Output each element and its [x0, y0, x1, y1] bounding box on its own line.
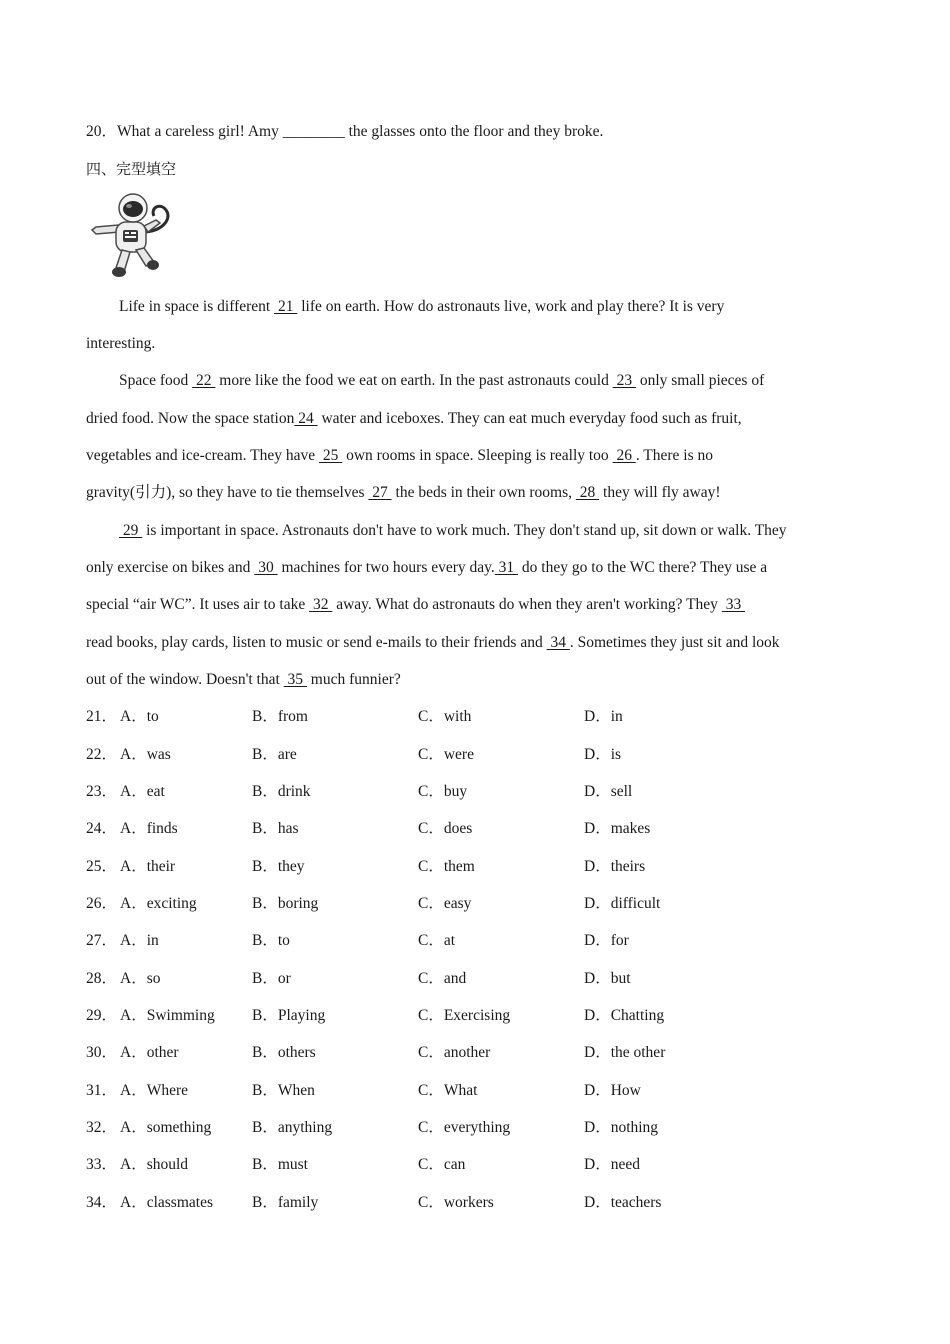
section-title: 四、完型填空 [86, 160, 177, 178]
blank-30: 30 [254, 559, 278, 576]
passage-text: gravity(引力), so they have to tie themselves [86, 484, 369, 501]
passage-text: read books, play cards, listen to music or send e-mails to their friends and [86, 634, 547, 651]
astronaut-icon [86, 192, 178, 284]
option-b: B．Playing [252, 1007, 326, 1024]
option-number: 24． [86, 820, 118, 837]
option-a: A．in [120, 932, 159, 949]
option-a: A．Swimming [120, 1007, 215, 1024]
option-number: 32． [86, 1119, 118, 1136]
option-number: 23． [86, 783, 118, 800]
option-c: C．What [418, 1082, 478, 1099]
passage-text: do they go to the WC there? They use a [518, 559, 768, 576]
option-row [86, 931, 866, 951]
option-b: B．When [252, 1082, 315, 1099]
option-d: D．difficult [584, 895, 661, 912]
option-row [86, 745, 866, 765]
option-a: A．finds [120, 820, 178, 837]
option-c: C．everything [418, 1119, 511, 1136]
option-d: D．How [584, 1082, 641, 1099]
option-row [86, 1081, 866, 1101]
option-a: A．something [120, 1119, 212, 1136]
passage-line [86, 595, 745, 615]
option-b: B．boring [252, 895, 319, 912]
option-number: 34． [86, 1194, 118, 1211]
option-d: D．nothing [584, 1119, 659, 1136]
passage-line [86, 633, 780, 653]
option-number: 28． [86, 970, 118, 987]
option-d: D．is [584, 746, 622, 763]
blank-27: 27 [368, 484, 392, 501]
option-c: C．at [418, 932, 456, 949]
option-c: C．buy [418, 783, 468, 800]
option-c: C．easy [418, 895, 472, 912]
question-text: What a careless girl! Amy [117, 123, 283, 140]
option-number: 30． [86, 1044, 118, 1061]
blank-25: 25 [318, 447, 343, 464]
option-a: A．should [120, 1156, 189, 1173]
option-a: A．to [120, 708, 159, 725]
passage-text: Space food [119, 372, 193, 389]
passage-text: life on earth. How do astronauts live, work and play there? It is very [297, 298, 725, 315]
passage-line [86, 446, 713, 466]
option-a: A．eat [120, 783, 165, 800]
option-number: 21． [86, 708, 118, 725]
option-d: D．makes [584, 820, 651, 837]
option-b: B．they [252, 858, 305, 875]
option-number: 27． [86, 932, 118, 949]
option-d: D．for [584, 932, 629, 949]
blank-28: 28 [575, 484, 600, 501]
passage-text: Life in space is different [119, 298, 275, 315]
option-c: C．Exercising [418, 1007, 511, 1024]
passage-text: more like the food we eat on earth. In the past astronauts could [215, 372, 613, 389]
option-b: B．others [252, 1044, 316, 1061]
option-c: C．another [418, 1044, 491, 1061]
blank-26: 26 [612, 447, 636, 464]
option-c: C．with [418, 708, 472, 725]
question-number: 20． [86, 123, 118, 140]
passage-text: machines for two hours every day. [277, 559, 495, 576]
option-c: C．them [418, 858, 475, 875]
option-number: 33． [86, 1156, 118, 1173]
option-d: D．Chatting [584, 1007, 665, 1024]
option-d: D．but [584, 970, 631, 987]
option-a: A．Where [120, 1082, 188, 1099]
option-d: D．teachers [584, 1194, 662, 1211]
option-b: B．anything [252, 1119, 333, 1136]
option-b: B．drink [252, 783, 311, 800]
blank-32: 32 [309, 596, 333, 613]
blank-23: 23 [612, 372, 636, 389]
option-b: B．to [252, 932, 290, 949]
option-a: A．classmates [120, 1194, 213, 1211]
passage-line [86, 297, 724, 317]
option-a: A．so [120, 970, 161, 987]
passage-line [86, 409, 742, 429]
blank-35: 35 [283, 671, 307, 688]
passage-line [86, 558, 767, 578]
option-row [86, 1155, 866, 1175]
option-b: B．has [252, 820, 299, 837]
option-d: D．need [584, 1156, 640, 1173]
option-row [86, 1043, 866, 1063]
option-row [86, 782, 866, 802]
option-number: 25． [86, 858, 118, 875]
answer-blank: ________ [282, 123, 345, 140]
passage-text: only exercise on bikes and [86, 559, 255, 576]
passage-text: they will fly away! [599, 484, 721, 501]
question-20 [86, 122, 603, 142]
option-a: A．other [120, 1044, 179, 1061]
option-d: D．theirs [584, 858, 646, 875]
passage-text: water and iceboxes. They can eat much everyday food such as fruit, [317, 410, 742, 427]
option-row [86, 1006, 866, 1026]
option-row [86, 819, 866, 839]
blank-21: 21 [274, 298, 298, 315]
blank-34: 34 [546, 634, 570, 651]
passage-text: only small pieces of [635, 372, 765, 389]
option-number: 31． [86, 1082, 118, 1099]
blank-29: 29 [119, 522, 143, 539]
blank-33: 33 [721, 596, 746, 613]
option-c: C．does [418, 820, 473, 837]
option-d: D．the other [584, 1044, 666, 1061]
option-row [86, 1193, 866, 1213]
passage-text: . There is no [635, 447, 714, 464]
option-b: B．from [252, 708, 308, 725]
option-row [86, 707, 866, 727]
option-row [86, 969, 866, 989]
option-number: 22． [86, 746, 118, 763]
option-b: B．must [252, 1156, 308, 1173]
option-d: D．in [584, 708, 623, 725]
option-b: B．or [252, 970, 291, 987]
passage-line: interesting. [86, 335, 156, 352]
passage-line [86, 521, 787, 541]
passage-text: special “air WC”. It uses air to take [86, 596, 310, 613]
passage-text: . Sometimes they just sit and look [569, 634, 780, 651]
option-c: C．were [418, 746, 474, 763]
passage-text: out of the window. Doesn't that [86, 671, 284, 688]
option-row [86, 1118, 866, 1138]
question-text: the glasses onto the floor and they broke. [344, 123, 604, 140]
blank-22: 22 [192, 372, 216, 389]
option-number: 29． [86, 1007, 118, 1024]
option-b: B．family [252, 1194, 319, 1211]
option-b: B．are [252, 746, 297, 763]
passage-text: away. What do astronauts do when they aren't working? They [332, 596, 722, 613]
option-row [86, 894, 866, 914]
option-a: A．exciting [120, 895, 197, 912]
passage-line [86, 483, 721, 503]
blank-31: 31 [494, 559, 519, 576]
option-a: A．their [120, 858, 176, 875]
option-a: A．was [120, 746, 171, 763]
passage-text: the beds in their own rooms, [391, 484, 576, 501]
passage-text: own rooms in space. Sleeping is really too [342, 447, 613, 464]
passage-text: vegetables and ice-cream. They have [86, 447, 319, 464]
option-c: C．can [418, 1156, 466, 1173]
passage-text: dried food. Now the space station [86, 410, 295, 427]
blank-24: 24 [294, 410, 318, 427]
option-number: 26． [86, 895, 118, 912]
passage-line [86, 670, 401, 690]
passage-line [86, 371, 764, 391]
option-c: C．workers [418, 1194, 494, 1211]
option-d: D．sell [584, 783, 633, 800]
passage-text: much funnier? [306, 671, 401, 688]
option-row [86, 857, 866, 877]
passage-text: is important in space. Astronauts don't have to work much. They don't stand up, sit down or walk. They [142, 522, 787, 539]
option-c: C．and [418, 970, 467, 987]
